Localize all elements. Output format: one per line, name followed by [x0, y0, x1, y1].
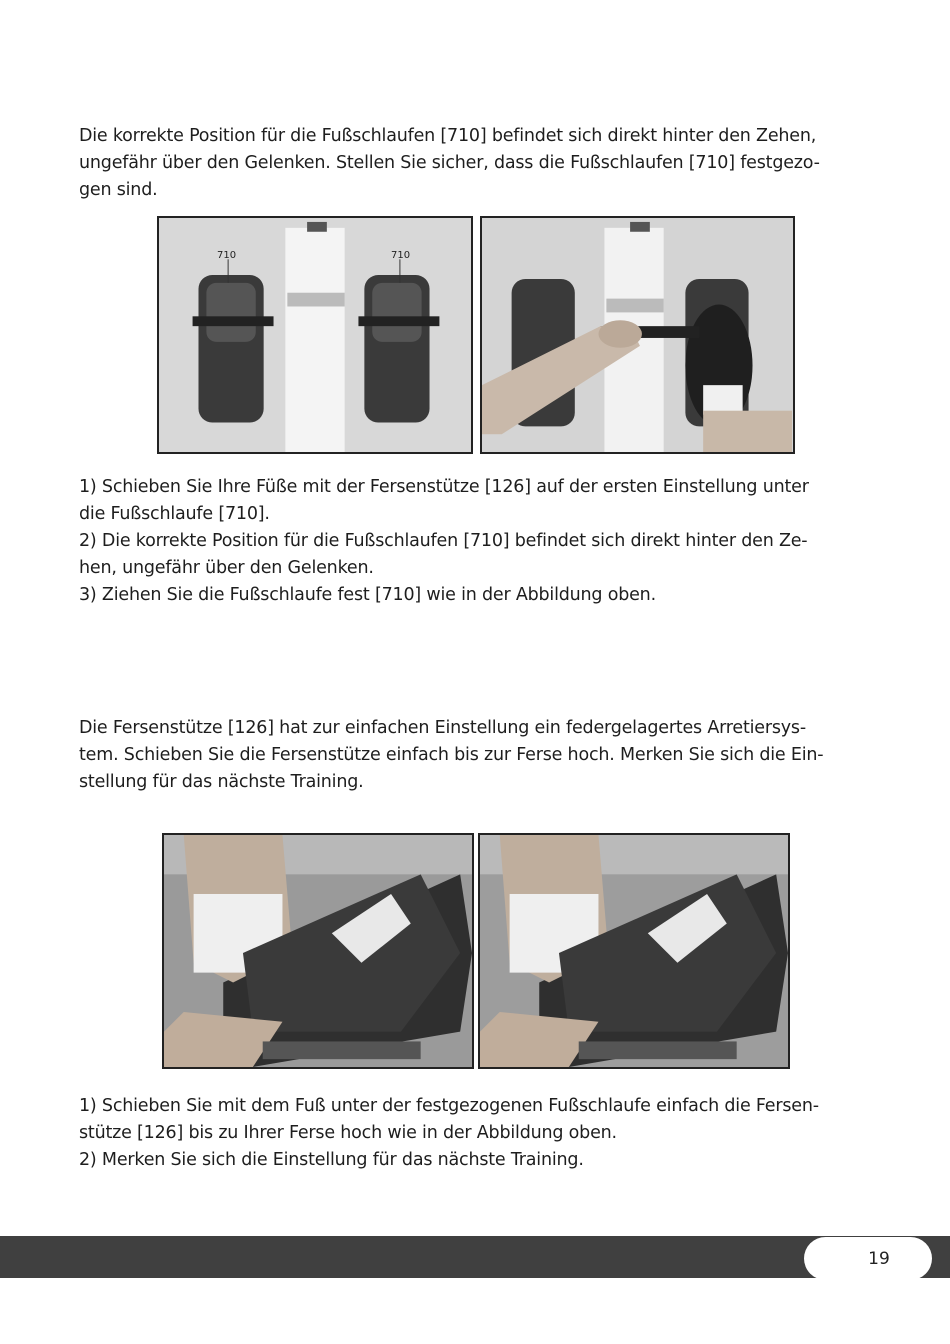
photo-heel-rest-adjust-1	[162, 833, 474, 1069]
photo-foot-pedals-labeled	[157, 216, 473, 454]
photo-tightening-foot-strap	[480, 216, 795, 454]
intro-paragraph-2: Die Fersenstütze [126] hat zur einfachen Einstellung ein federgelagertes Arretiersys- tem. Schieben Sie die Fersenstütze einfach bis zur Ferse hoch. Merken Sie sich die Ein- stellung für das nächste Training.	[79, 718, 824, 792]
page-number: 19	[868, 1248, 890, 1269]
photo-heel-rest-adjust-2	[478, 833, 790, 1069]
part-label-710-right: 710	[391, 250, 411, 261]
steps-paragraph-1: 1) Schieben Sie Ihre Füße mit der Fersenstütze [126] auf der ersten Einstellung unter die Fußschlaufe [710]. 2) Die korrekte Position für die Fußschlaufen [710] befindet sich direkt hinter den Ze- hen, ungefähr über den Gelenken. 3) Ziehen Sie die Fußschlaufe fest [710] wie in der Abbildung oben.	[79, 477, 809, 605]
steps-paragraph-2: 1) Schieben Sie mit dem Fuß unter der festgezogenen Fußschlaufe einfach die Fersen- stütze [126] bis zu Ihrer Ferse hoch wie in der Abbildung oben. 2) Merken Sie sich die Einstellung für das nächste Training.	[79, 1096, 819, 1170]
page-number-tab	[826, 1237, 932, 1280]
intro-paragraph-1: Die korrekte Position für die Fußschlaufen [710] befindet sich direkt hinter den Zehen, ungefähr über den Gelenken. Stellen Sie sicher, dass die Fußschlaufen [710] festgezo- gen sind.	[79, 126, 820, 200]
part-label-710-left: 710	[217, 250, 237, 261]
